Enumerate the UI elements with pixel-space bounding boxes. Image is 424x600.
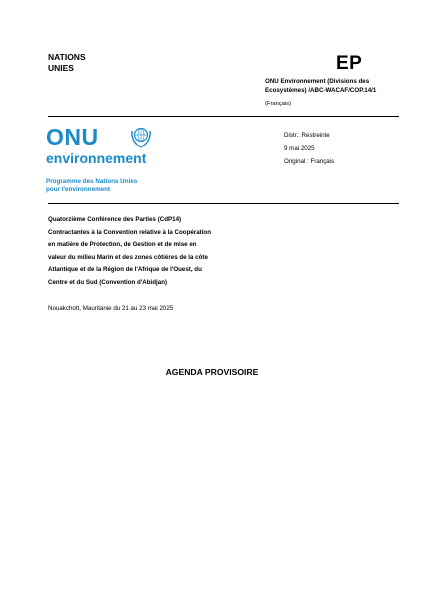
conference-location: Nouakchott, Mauritanie du 21 au 23 mai 2025 (48, 305, 174, 312)
symbol-line-1: ONU Environnement (Divisions des (265, 78, 370, 85)
conference-line: Contractantes à la Convention relative à la Coopération (48, 228, 211, 236)
distribution-status: Distr.: Restreinte (284, 132, 330, 139)
logo-program-line-1: Programme des Nations Unies (46, 178, 138, 185)
conference-line: en matière de Protection, de Gestion et de mise en (48, 241, 197, 248)
symbol-line-2: Ecosystèmes) /ABC-WACAF/COP.14/1 (265, 86, 377, 94)
header-divider-top (48, 116, 399, 117)
header-divider-bottom (48, 203, 399, 204)
original-language: Original : Français (284, 158, 335, 165)
logo-subtitle: environnement (46, 150, 147, 166)
conference-line: Atlantique et de la Région de l'Afrique de l'Ouest, du (48, 266, 202, 273)
org-name-line-1: NATIONS (48, 52, 86, 62)
conference-line: valeur du milieu Marin et des zones côtières de la côte (48, 253, 208, 261)
distribution-info (284, 129, 334, 168)
document-title: AGENDA PROVISOIRE (165, 367, 259, 377)
language-note: (Français) (265, 101, 292, 107)
conference-description (48, 214, 308, 289)
logo-program-line-2: pour l'environnement (46, 186, 111, 193)
organization-name (48, 52, 86, 74)
un-wreath-icon (130, 125, 152, 149)
logo-program-name (46, 178, 137, 194)
document-code: EP (336, 53, 363, 74)
document-date: 9 mai 2025 (284, 145, 315, 152)
unep-logo (44, 124, 164, 196)
org-name-line-2: UNIES (48, 63, 74, 73)
conference-line: Quatorzième Conférence des Parties (CdP14) (48, 216, 182, 223)
document-symbol (265, 78, 395, 95)
logo-title: ONU (46, 124, 99, 150)
conference-line: Centre et du Sud (Convention d'Abidjan) (48, 278, 168, 286)
